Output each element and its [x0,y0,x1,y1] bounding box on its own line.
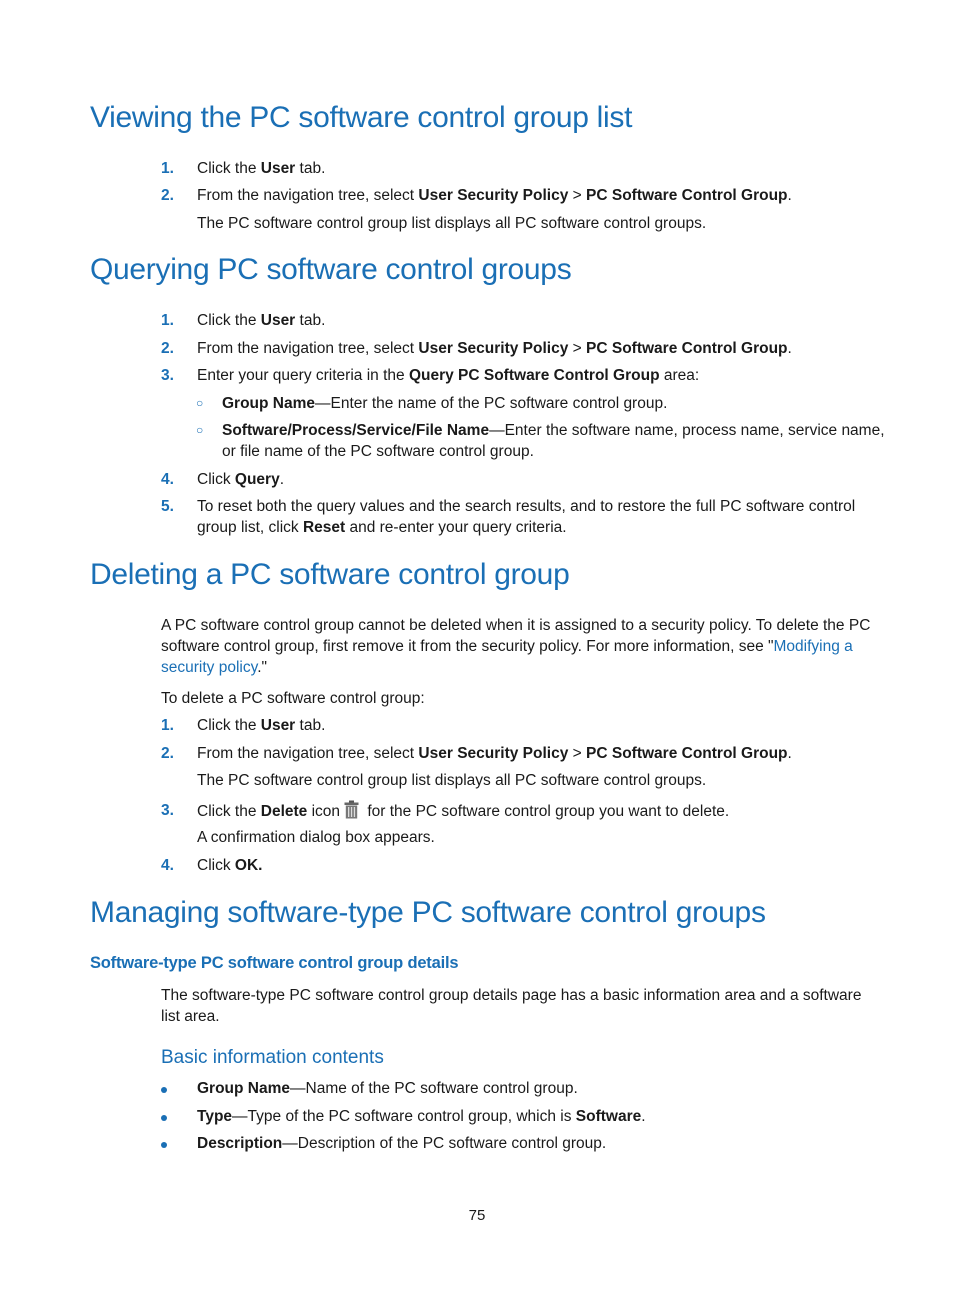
heading-viewing-list: Viewing the PC software control group list [90,101,633,134]
step-note: The PC software control group list displays all PC software control groups. [197,772,707,789]
step-navigation-tree: From the navigation tree, select User Security Policy > PC Software Control Group. [197,745,792,762]
step-number: 2. [161,745,174,762]
subheading-basic-info: Basic information contents [161,1047,384,1068]
step-number: 4. [161,857,174,874]
lead-text: To delete a PC software control group: [161,690,425,707]
step-number: 5. [161,498,174,515]
step-number: 2. [161,187,174,204]
trash-icon [344,800,359,825]
step-note: The PC software control group list displays all PC software control groups. [197,215,707,232]
step-number: 3. [161,367,174,384]
step-reset: To reset both the query values and the search results, and to restore the full PC software control [197,498,856,515]
step-number: 1. [161,312,174,329]
sub-item-software-name-cont: or file name of the PC software control group. [222,443,534,460]
step-number: 2. [161,340,174,357]
heading-managing-groups: Managing software-type PC software control groups [90,896,766,929]
step-click-query: Click Query. [197,471,285,488]
step-note: A confirmation dialog box appears. [197,829,435,846]
step-enter-query: Enter your query criteria in the Query PC Software Control Group area: [197,367,700,384]
intro-paragraph-cont: software control group, first remove it from the security policy. For more information, see "Modifying a [161,638,853,655]
intro-paragraph-end: security policy." [161,659,267,676]
link-modifying-security-policy[interactable]: Modifying a [773,638,853,655]
step-navigation-tree: From the navigation tree, select User Security Policy > PC Software Control Group. [197,187,792,204]
page-number: 75 [468,1207,486,1224]
heading-deleting-group: Deleting a PC software control group [90,558,570,591]
heading-querying-groups: Querying PC software control groups [90,253,572,286]
subheading-details: Software-type PC software control group details [90,954,459,972]
step-click-user-tab: Click the User tab. [197,717,326,734]
step-click-user-tab: Click the User tab. [197,312,326,329]
bullet-dot [161,1087,167,1093]
step-number: 4. [161,471,174,488]
step-click-user-tab: Click the User tab. [197,160,326,177]
details-paragraph-cont: list area. [161,1008,220,1025]
step-number: 3. [161,802,174,819]
link-modifying-security-policy-cont[interactable]: security policy [161,659,258,676]
circle-bullet: ○ [196,423,204,437]
step-reset-cont: group list, click Reset and re-enter your query criteria. [197,519,567,536]
step-number: 1. [161,160,174,177]
step-click-ok: Click OK. [197,857,263,874]
sub-item-group-name: Group Name—Enter the name of the PC software control group. [222,395,668,412]
step-click-delete: Click the Delete icon for the PC software control group you want to delete. [197,800,729,825]
step-number: 1. [161,717,174,734]
bullet-group-name: Group Name—Name of the PC software control group. [197,1080,578,1097]
details-paragraph: The software-type PC software control group details page has a basic information area and a software [161,987,862,1004]
step-navigation-tree: From the navigation tree, select User Security Policy > PC Software Control Group. [197,340,792,357]
bullet-dot [161,1115,167,1121]
circle-bullet: ○ [196,396,204,410]
bullet-type: Type—Type of the PC software control group, which is Software. [197,1108,646,1125]
sub-item-software-name: Software/Process/Service/File Name—Enter the software name, process name, service name, [222,422,885,439]
bullet-dot [161,1142,167,1148]
bullet-description: Description—Description of the PC software control group. [197,1135,607,1152]
intro-paragraph: A PC software control group cannot be deleted when it is assigned to a security policy. To delete the PC [161,617,871,634]
